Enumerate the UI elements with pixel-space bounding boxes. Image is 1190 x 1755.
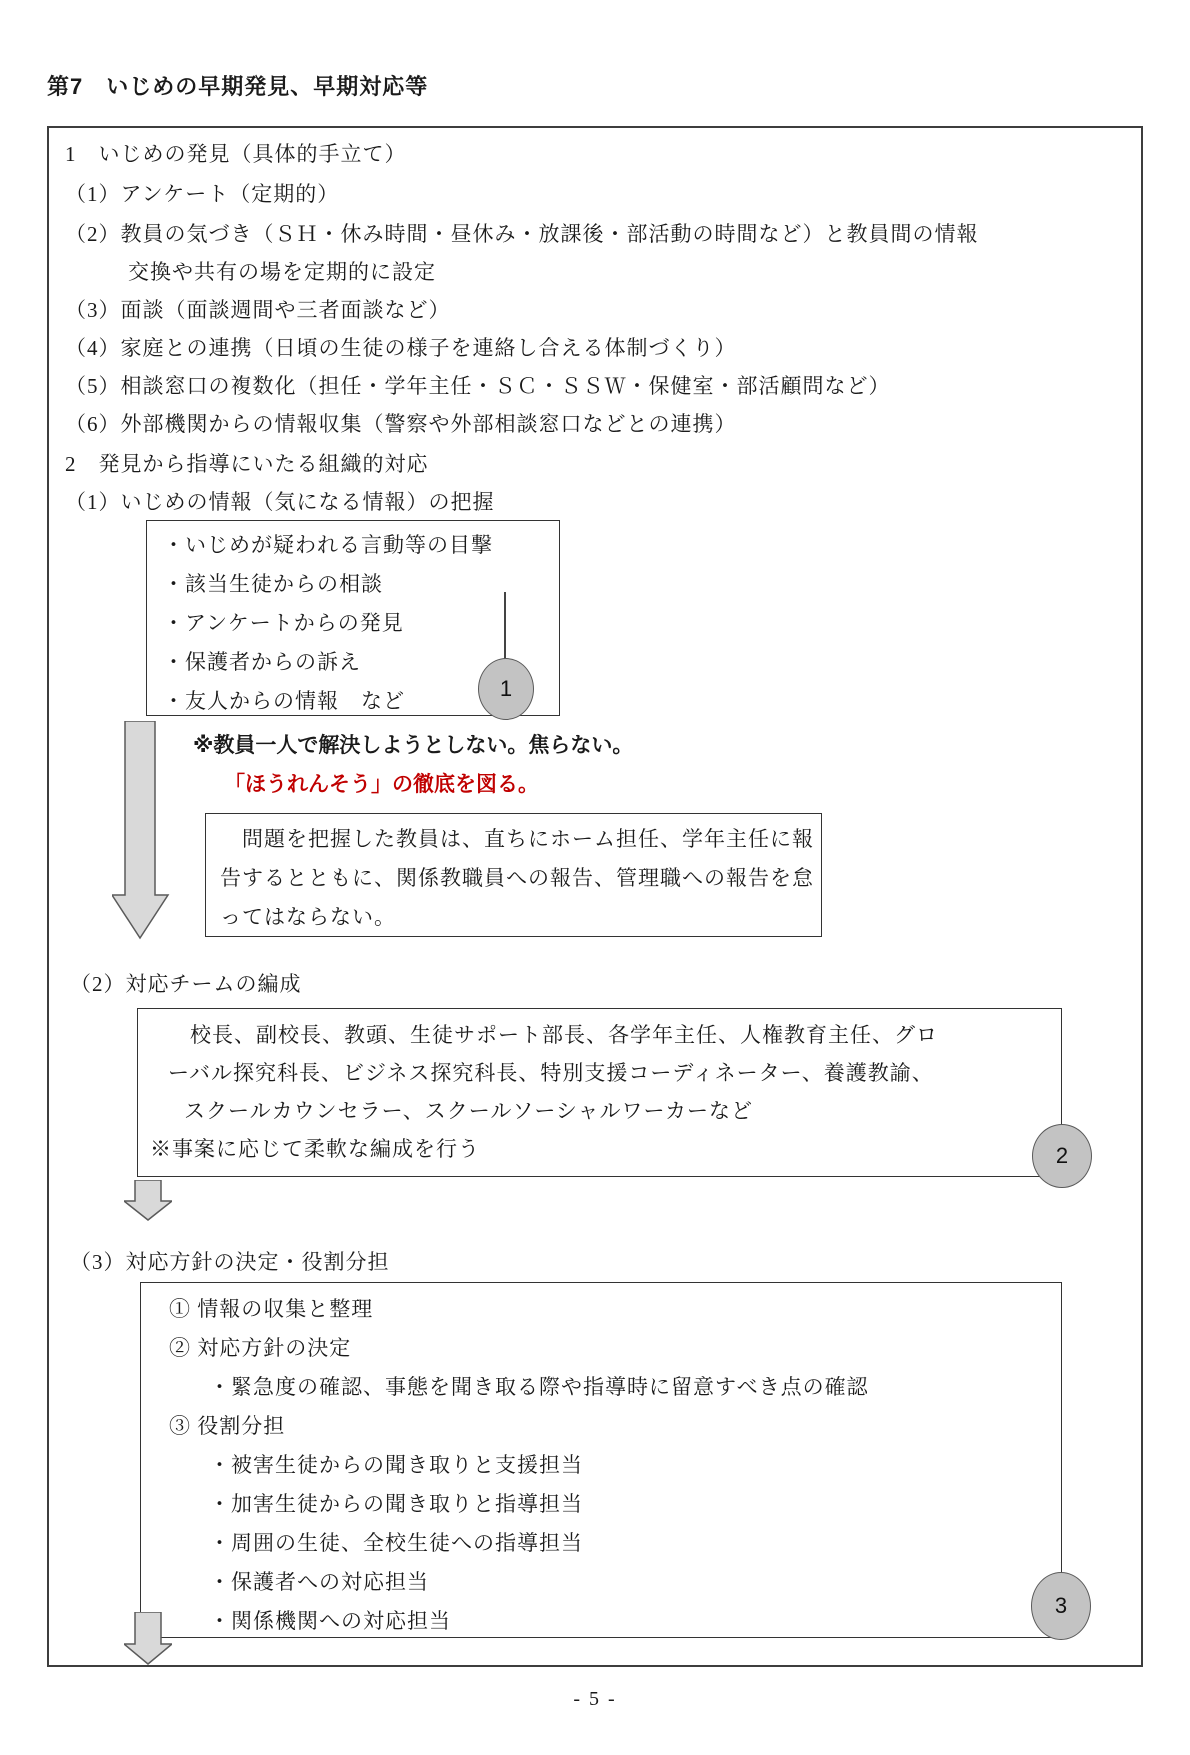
down-arrow-icon xyxy=(124,1612,172,1666)
policy-step: ③ 役割分担 xyxy=(169,1414,286,1438)
info-source-item: ・保護者からの訴え xyxy=(163,650,361,674)
policy-heading: （3）対応方針の決定・役割分担 xyxy=(70,1250,390,1274)
team-heading: （2）対応チームの編成 xyxy=(70,972,302,996)
policy-substep: ・加害生徒からの聞き取りと指導担当 xyxy=(209,1492,583,1516)
outline-item-4: （4）家庭との連携（日頃の生徒の様子を連絡し合える体制づくり） xyxy=(65,336,737,360)
policy-step: ① 情報の収集と整理 xyxy=(169,1297,374,1321)
team-members-box xyxy=(137,1008,1062,1177)
outline-item-6: （6）外部機関からの情報収集（警察や外部相談窓口などとの連携） xyxy=(65,412,737,436)
step-badge-1-label: 1 xyxy=(499,676,513,701)
info-source-item: ・アンケートからの発見 xyxy=(163,611,404,635)
policy-substep: ・関係機関への対応担当 xyxy=(209,1609,451,1633)
outline-item-2: （2）教員の気づき（ＳＨ・休み時間・昼休み・放課後・部活動の時間など）と教員間の情報 xyxy=(65,222,979,246)
caution-note-red: 「ほうれんそう」の徹底を図る。 xyxy=(224,773,539,796)
report-rule-box xyxy=(205,813,822,937)
page-number: - 5 - xyxy=(573,1688,617,1710)
team-members-line: スクールカウンセラー、スクールソーシャルワーカーなど xyxy=(184,1099,754,1123)
caution-note: ※教員一人で解決しようとしない。焦らない。 xyxy=(193,734,634,757)
report-rule-line: 問題を把握した教員は、直ちにホーム担任、学年主任に報 xyxy=(220,827,814,851)
policy-substep: ・周囲の生徒、全校生徒への指導担当 xyxy=(209,1531,583,1555)
down-arrow-icon xyxy=(112,721,172,940)
step-badge-3 xyxy=(1031,1572,1091,1640)
policy-steps-box xyxy=(140,1282,1062,1638)
outline-item-5: （5）相談窓口の複数化（担任・学年主任・ＳＣ・ＳＳＷ・保健室・部活顧問など） xyxy=(65,374,891,398)
info-source-item: ・いじめが疑われる言動等の目撃 xyxy=(163,533,493,557)
outline-item-3: （3）面談（面談週間や三者面談など） xyxy=(65,298,451,322)
outline-item-1: （1）アンケート（定期的） xyxy=(65,182,340,206)
report-rule-line: 告するとともに、関係教職員への報告、管理職への報告を怠 xyxy=(220,866,814,890)
report-rule-line: ってはならない。 xyxy=(220,905,396,929)
outline-item-2-cont: 交換や共有の場を定期的に設定 xyxy=(128,260,436,284)
outline-heading-2-1: （1）いじめの情報（気になる情報）の把握 xyxy=(65,490,495,514)
team-members-note: ※事案に応じて柔軟な編成を行う xyxy=(150,1137,480,1161)
step-badge-2-label: 2 xyxy=(1055,1143,1069,1168)
badge-leader-line xyxy=(504,592,506,660)
team-members-line: ーバル探究科長、ビジネス探究科長、特別支援コーディネーター、養護教諭、 xyxy=(168,1061,934,1085)
step-badge-1 xyxy=(478,658,534,720)
policy-substep: ・保護者への対応担当 xyxy=(209,1570,429,1594)
page-title: 第7 いじめの早期発見、早期対応等 xyxy=(47,74,429,99)
policy-substep: ・緊急度の確認、事態を聞き取る際や指導時に留意すべき点の確認 xyxy=(209,1375,869,1399)
step-badge-3-label: 3 xyxy=(1054,1593,1068,1618)
down-arrow-icon xyxy=(124,1180,172,1222)
step-badge-2 xyxy=(1032,1124,1092,1188)
policy-step: ② 対応方針の決定 xyxy=(169,1336,352,1360)
outline-heading-1: 1 いじめの発見（具体的手立て） xyxy=(65,142,407,166)
info-source-item: ・該当生徒からの相談 xyxy=(163,572,383,596)
outline-heading-2: 2 発見から指導にいたる組織的対応 xyxy=(65,452,429,476)
info-source-item: ・友人からの情報 など xyxy=(163,689,405,713)
policy-substep: ・被害生徒からの聞き取りと支援担当 xyxy=(209,1453,583,1477)
team-members-line: 校長、副校長、教頭、生徒サポート部長、各学年主任、人権教育主任、グロ xyxy=(190,1023,938,1047)
